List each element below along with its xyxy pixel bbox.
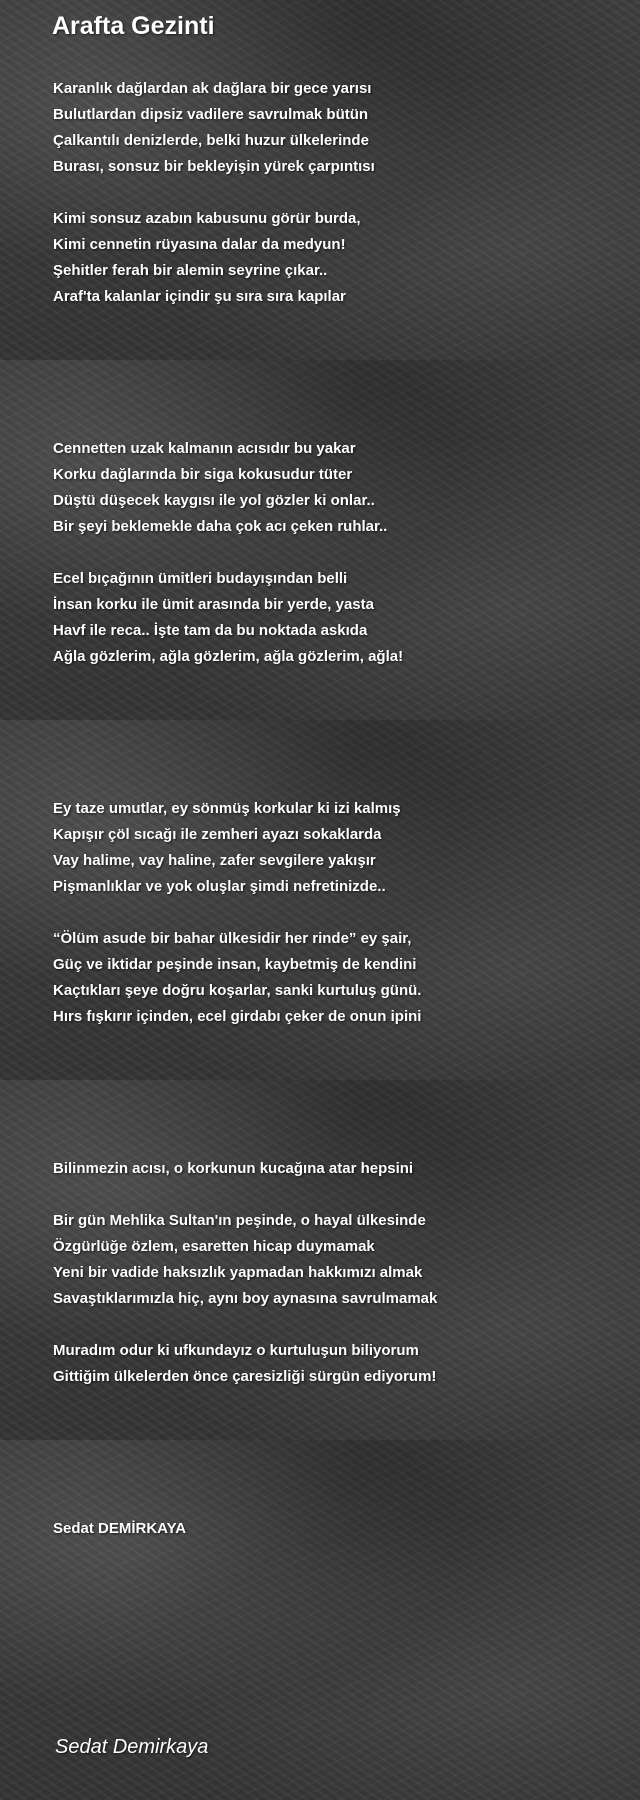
poem-author: Sedat DEMİRKAYA — [53, 1520, 187, 1537]
poem-stanzas-panel-3 — [53, 796, 623, 1030]
poem-line: Hırs fışkırır içinden, ecel girdabı çeker de onun ipini — [53, 1008, 422, 1025]
poem-line: Ağla gözlerim, ağla gözlerim, ağla gözlerim, ağla! — [53, 648, 404, 665]
author-signature: Sedat Demirkaya — [55, 1736, 209, 1758]
poem-line: İnsan korku ile ümit arasında bir yerde, yasta — [53, 596, 374, 613]
poem-line: Cennetten uzak kalmanın acısıdır bu yakar — [53, 440, 356, 457]
poem-title: Arafta Gezinti — [52, 12, 215, 40]
poem-line: Gittiğim ülkelerden önce çaresizliği sürgün ediyorum! — [53, 1368, 437, 1385]
stanza-gap — [53, 1312, 623, 1338]
poem-line: Özgürlüğe özlem, esaretten hicap duymamak — [53, 1238, 375, 1255]
poem-author-block — [53, 1516, 623, 1542]
poem-line: Düştü düşecek kaygısı ile yol gözler ki onlar.. — [53, 492, 375, 509]
poem-line: “Ölüm asude bir bahar ülkesidir her rinde” ey şair, — [53, 930, 412, 947]
poem-line: Çalkantılı denizlerde, belki huzur ülkelerinde — [53, 132, 369, 149]
poem-line: Burası, sonsuz bir bekleyişin yürek çarpıntısı — [53, 158, 375, 175]
poem-stanzas-panel-1 — [53, 76, 623, 310]
poem-line: Kapışır çöl sıcağı ile zemheri ayazı sokaklarda — [53, 826, 382, 843]
poem-line: Kimi sonsuz azabın kabusunu görür burda, — [53, 210, 361, 227]
stanza-gap — [53, 1182, 623, 1208]
poem-stanzas-panel-4 — [53, 1156, 623, 1390]
poem-line: Ecel bıçağının ümitleri budayışından belli — [53, 570, 348, 587]
poem-line: Karanlık dağlardan ak dağlara bir gece yarısı — [53, 80, 372, 97]
poem-line: Araf'ta kalanlar içindir şu sıra sıra kapılar — [53, 288, 346, 305]
poem-line: Savaştıklarımızla hiç, aynı boy aynasına savrulmamak — [53, 1290, 438, 1307]
poem-stanzas-panel-2 — [53, 436, 623, 670]
stanza-gap — [53, 900, 623, 926]
poem-line: Havf ile reca.. İşte tam da bu noktada askıda — [53, 622, 368, 639]
poem-line: Kimi cennetin rüyasına dalar da medyun! — [53, 236, 346, 253]
poem-line: Muradım odur ki ufkundayız o kurtuluşun biliyorum — [53, 1342, 419, 1359]
poem-line: Şehitler ferah bir alemin seyrine çıkar.. — [53, 262, 328, 279]
poem-line: Güç ve iktidar peşinde insan, kaybetmiş de kendini — [53, 956, 417, 973]
stanza-gap — [53, 540, 623, 566]
poem-line: Korku dağlarında bir siga kokusudur tüter — [53, 466, 353, 483]
poem-line: Pişmanlıklar ve yok oluşlar şimdi nefretinizde.. — [53, 878, 386, 895]
poem-line: Bulutlardan dipsiz vadilere savrulmak bütün — [53, 106, 369, 123]
poem-line: Bir gün Mehlika Sultan'ın peşinde, o hayal ülkesinde — [53, 1212, 426, 1229]
poem-line: Yeni bir vadide haksızlık yapmadan hakkımızı almak — [53, 1264, 423, 1281]
poem-line: Ey taze umutlar, ey sönmüş korkular ki izi kalmış — [53, 800, 401, 817]
poem-line: Bilinmezin acısı, o korkunun kucağına atar hepsini — [53, 1160, 414, 1177]
poem-line: Kaçtıkları şeye doğru koşarlar, sanki kurtuluş günü. — [53, 982, 422, 999]
stanza-gap — [53, 180, 623, 206]
poem-line: Vay halime, vay haline, zafer sevgilere yakışır — [53, 852, 376, 869]
poem-line: Bir şeyi beklemekle daha çok acı çeken ruhlar.. — [53, 518, 388, 535]
